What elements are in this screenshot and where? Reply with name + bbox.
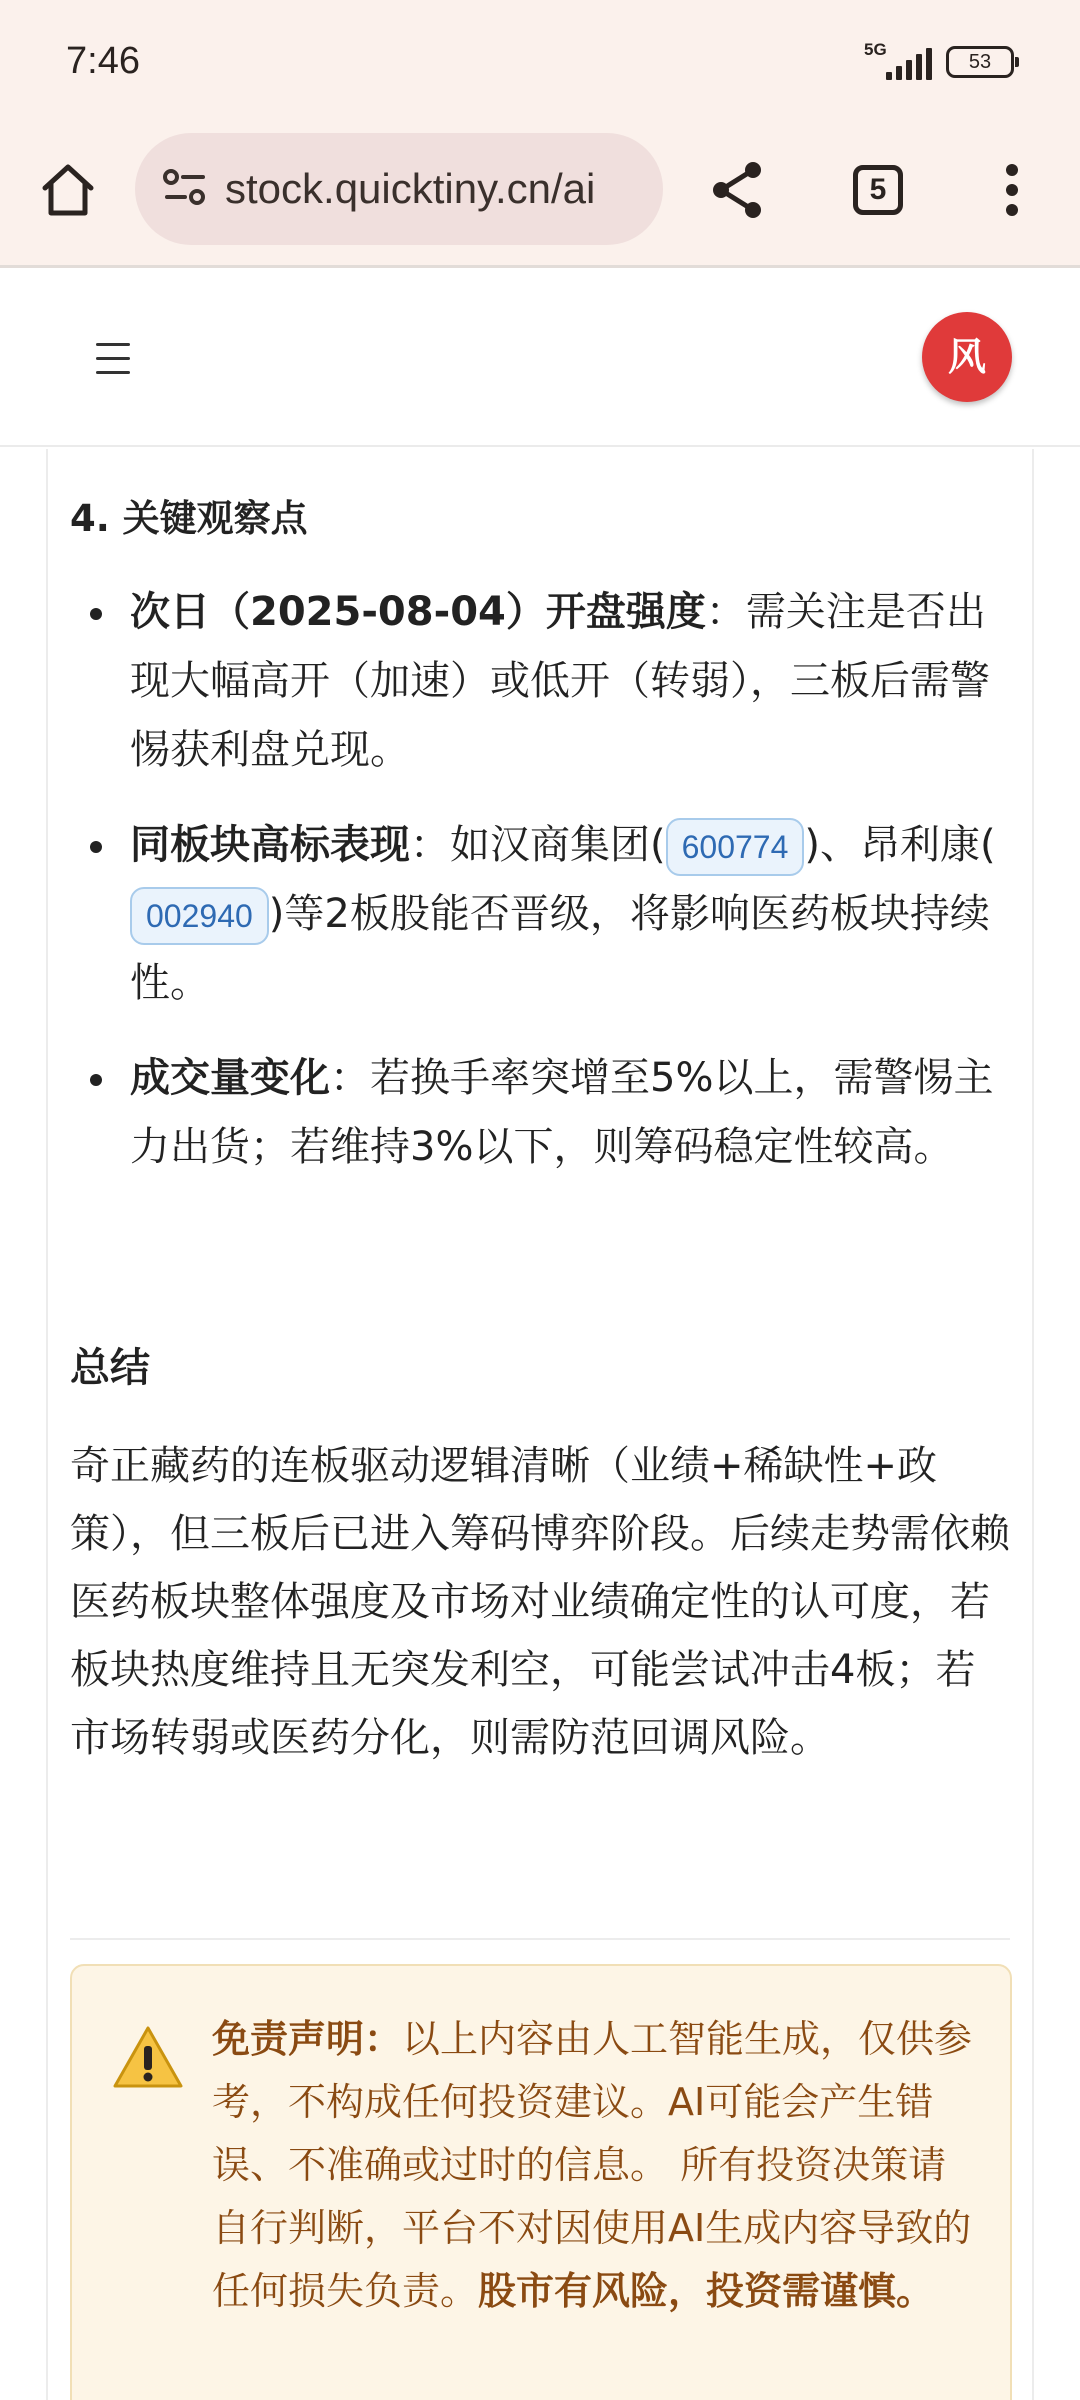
share-icon[interactable] <box>697 150 777 230</box>
disclaimer-text <box>212 2008 982 2323</box>
tab-switcher-button[interactable] <box>838 150 918 230</box>
bullet-text: ：需关注是否出现大幅高开（加速）或低开（转弱），三板后需警惕获利盘兑现。 <box>130 589 990 773</box>
address-bar[interactable] <box>135 133 663 245</box>
bullet-title: 次日（2025-08-04）开盘强度 <box>130 589 706 635</box>
browser-chrome <box>0 0 1080 268</box>
browser-toolbar <box>0 130 1080 250</box>
bullet-text: ：如汉商集团( <box>410 822 666 868</box>
more-vert-icon[interactable] <box>972 150 1052 230</box>
observation-list <box>70 578 1010 1208</box>
disclaimer-body: 以上内容由人工智能生成，仅供参考，不构成任何投资建议。AI可能会产生错误、不准确或过时的信息。 所有投资决策请自行判断，平台不对因使用AI生成内容导致的任何损失负责。 <box>212 2017 973 2313</box>
bullet-text: )、昂利康( <box>804 822 996 868</box>
status-time: 7:46 <box>66 40 140 82</box>
bullet-text: )等2板股能否晋级，将影响医药板块持续性。 <box>130 891 990 1006</box>
warning-icon <box>112 2024 184 2090</box>
hamburger-menu-icon[interactable] <box>88 333 138 383</box>
stock-code-tag[interactable]: 002940 <box>130 887 269 945</box>
list-item <box>70 811 1010 1018</box>
status-bar <box>0 0 1080 130</box>
home-icon[interactable] <box>28 150 108 230</box>
bullet-title: 成交量变化 <box>130 1055 330 1101</box>
url-text[interactable]: stock.quicktiny.cn/ai <box>225 165 596 212</box>
list-item <box>70 1044 1010 1182</box>
disclaimer-label: 免责声明： <box>212 2017 403 2061</box>
summary-paragraph: 奇正藏药的连板驱动逻辑清晰（业绩+稀缺性+政策），但三板后已进入筹码博弈阶段。后续走势需依赖医药板块整体强度及市场对业绩确定性的认可度，若板块热度维持且无突发利空，可能尝试冲击4板；若市场转弱或医药分化，则需防范回调风险。 <box>70 1443 1010 1761</box>
bullet-title: 同板块高标表现 <box>130 822 410 868</box>
section-heading: 4. 关键观察点 <box>70 497 308 540</box>
disclaimer-box <box>70 1964 1012 2400</box>
bullet-text: ：若换手率突增至5%以上，需警惕主力出货；若维持3%以下，则筹码稳定性较高。 <box>130 1055 994 1170</box>
user-avatar[interactable]: 风 <box>922 312 1012 402</box>
signal-5g-icon: 5G <box>864 44 928 80</box>
disclaimer-emphasis: 股市有风险，投资需谨慎。 <box>478 2269 935 2313</box>
stock-code-tag[interactable]: 600774 <box>666 818 805 876</box>
list-item <box>70 578 1010 785</box>
site-header <box>0 271 1080 447</box>
site-info-icon[interactable] <box>163 167 207 211</box>
battery-icon: 53 <box>946 46 1014 78</box>
status-indicators <box>864 40 1014 80</box>
summary-heading: 总结 <box>70 1345 150 1391</box>
divider <box>70 1938 1010 1940</box>
tab-count: 5 <box>853 165 903 215</box>
